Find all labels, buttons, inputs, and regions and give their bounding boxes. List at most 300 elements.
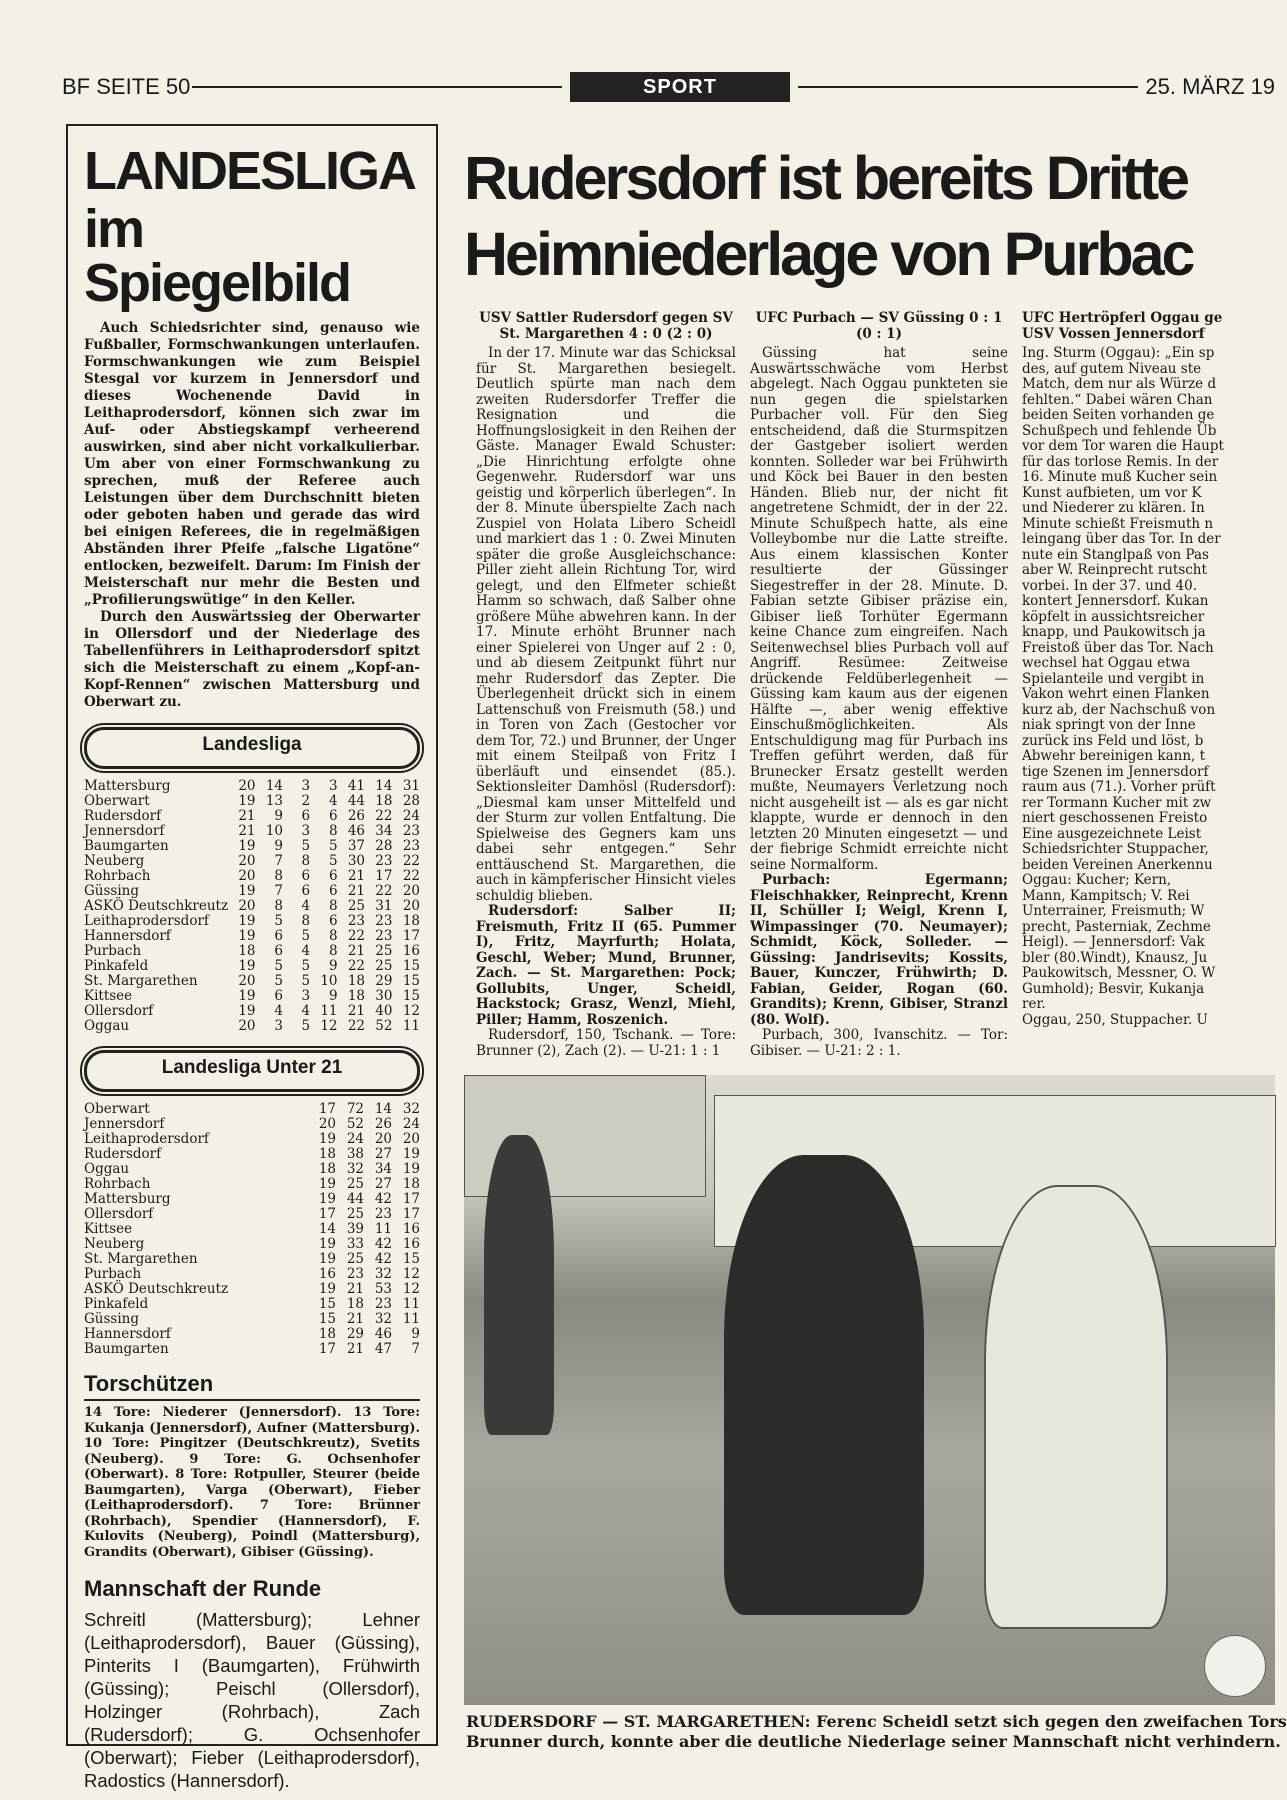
stat-cell: 15	[402, 1251, 420, 1267]
article-line: kontert Jennersdorf. Kukan	[1022, 593, 1209, 609]
match-heading-line2: USV Vossen Jennersdorf	[1022, 326, 1205, 342]
stat-cell: 24	[346, 1131, 364, 1147]
table-row	[84, 1132, 420, 1147]
stat-cell: 10	[320, 973, 338, 989]
stat-cell: 6	[274, 928, 283, 944]
team-name: Oberwart	[84, 793, 150, 809]
article-oggau	[1022, 310, 1275, 1070]
photo-player-left	[484, 1135, 554, 1435]
stat-cell: 22	[375, 883, 393, 899]
stat-cell: 23	[374, 1206, 392, 1222]
table-row	[84, 1327, 420, 1342]
stat-cell: 34	[375, 823, 393, 839]
stat-cell: 10	[265, 823, 283, 839]
match-heading-line1: UFC Hertröpferl Oggau ge	[1022, 310, 1223, 326]
stat-cell: 5	[274, 973, 283, 989]
stat-cell: 20	[402, 898, 420, 914]
stat-cell: 11	[402, 1296, 420, 1312]
stat-cell: 18	[318, 1161, 336, 1177]
page-number: BF SEITE 50	[62, 74, 191, 99]
stat-cell: 9	[328, 988, 338, 1004]
article-line: leingang über das Tor. In der	[1022, 531, 1221, 547]
stat-cell: 4	[301, 943, 311, 959]
article-line: nute ein Stanglpaß von Pas	[1022, 546, 1209, 563]
team-name: Jennersdorf	[84, 823, 165, 839]
stat-cell: 53	[374, 1281, 392, 1297]
headline-line1: Rudersdorf ist bereits Dritte	[464, 144, 1188, 212]
stat-cell: 6	[274, 988, 283, 1004]
stat-cell: 30	[347, 853, 365, 869]
stat-cell: 32	[374, 1311, 392, 1327]
stat-cell: 23	[402, 838, 420, 854]
stat-cell: 6	[328, 868, 338, 884]
stat-cell: 21	[346, 1341, 364, 1357]
stat-cell: 8	[328, 928, 338, 944]
table-row	[84, 1192, 420, 1207]
article-line: Unterrainer, Freismuth; W	[1022, 903, 1205, 919]
u21-standings-table	[84, 1102, 420, 1357]
stat-cell: 32	[346, 1161, 364, 1177]
stat-cell: 12	[402, 1003, 420, 1019]
stat-cell: 38	[346, 1146, 364, 1162]
scorers-list: 14 Tore: Niederer (Jennersdorf). 13 Tore: Kukanja (Jennersdorf), Aufner (Mattersburg). 10 Tore: Pingitzer (Deutschkreutz), Svetits (Neuberg). 9 Tore: G. Ochsenhofer (Oberwart). 8 Tore: Rotpuller, Steurer (beide Baumgarten), Varga (Oberwart), Fieber (Leithaprodersdorf). 7 Tore: Brünner (Rohrbach), Spendier (Hannersdorf), F. Kulovits (Neuberg), Poindl (Mattersburg), Grandits (Oberwart), Gibiser (Güssing).	[84, 1405, 420, 1560]
stat-cell: 24	[402, 1116, 420, 1132]
stat-cell: 17	[318, 1341, 336, 1357]
stat-cell: 3	[301, 988, 311, 1004]
article-line: Mann, Kampitsch; V. Rei	[1022, 887, 1190, 904]
stat-cell: 12	[402, 1266, 420, 1282]
stat-cell: 11	[374, 1221, 392, 1237]
stat-cell: 16	[402, 943, 420, 959]
stat-cell: 5	[301, 973, 311, 989]
article-line: 16. Minute muß Kucher sein	[1022, 469, 1218, 485]
team-name: Baumgarten	[84, 838, 169, 854]
team-of-round-text: Schreitl (Mattersburg); Lehner (Leithaprodersdorf), Bauer (Güssing), Pinterits I (Baumgarten), Frühwirth (Güssing); Peischl (Ollersdorf), Holzinger (Rohrbach), Zach (Rudersdorf); G. Ochsenhofer (Oberwart); Fieber (Leithaprodersdorf), Radostics (Hannersdorf).	[84, 1609, 420, 1791]
stat-cell: 8	[328, 898, 338, 914]
team-name: Hannersdorf	[84, 928, 171, 944]
stat-cell: 8	[301, 913, 311, 929]
article-line: knapp, und Paukowitsch ja	[1022, 624, 1206, 640]
stat-cell: 3	[301, 778, 311, 794]
team-name: Neuberg	[84, 1236, 145, 1252]
table-row	[84, 869, 420, 884]
article-line: Match, dem nur als Würze d	[1022, 376, 1217, 392]
stat-cell: 22	[347, 928, 365, 944]
table-row	[84, 1342, 420, 1357]
stat-cell: 23	[375, 853, 393, 869]
team-name: Kittsee	[84, 988, 133, 1004]
article-line: Minute schießt Freismuth n	[1022, 515, 1214, 532]
stat-cell: 4	[301, 898, 311, 914]
stat-cell: 34	[374, 1161, 392, 1177]
stat-cell: 19	[238, 1003, 256, 1019]
stat-cell: 20	[238, 778, 256, 794]
stat-cell: 9	[328, 958, 338, 974]
table-row	[84, 1102, 420, 1117]
stat-cell: 20	[238, 853, 256, 869]
stat-cell: 46	[374, 1326, 392, 1342]
header-rule-right	[798, 86, 1138, 88]
stat-cell: 17	[318, 1101, 336, 1117]
stat-cell: 23	[402, 823, 420, 839]
table-row	[84, 1162, 420, 1177]
article-paragraph: Güssing hat seine Auswärtsschwäche vom Herbst abgelegt. Nach Oggau punkteten sie nun gegen die spielstarken Purbacher voll. Für den Sieg entscheidend, daß die Sturmspitzen der Gastgeber isoliert werden konnten. Solleder war bei Frühwirth und Köck bei Bauer in den besten Händen. Blieb nur, der nicht fit angetretene Schmidt, der in der 22. Minute Schußpech hatte, als eine Volleybombe nur die Latte streifte. Aus einem klassischen Konter resultierte der Güssinger Siegestreffer in der 28. Minute. D. Fabian setzte Gibiser präzise ein, Gibiser ließ Torhüter Egermann keine Chance zum eingreifen. Nach Seitenwechsel blies Purbach voll auf Angriff. Resümee: Zeitweise drückende Feldüberlegenheit — Güssing kam kaum aus der eigenen Hälfte —, aber wenig effektive Einschußmöglichkeiten. Als Entschuldigung mag für Purbach ins Treffen geführt werden, daß für Brunecker Ersatz gestellt werden mußte, Neumayers Verletzung noch nicht ausgeheilt ist — als es gar nicht klappte, wurde er dennoch in den letzten 20 Minuten eingesetzt — und der fiebrige Schmidt erreichte nicht seine Normalform.	[750, 345, 1008, 873]
table-row	[84, 1267, 420, 1282]
stat-cell: 29	[346, 1326, 364, 1342]
article-line: niak springt von der Inne	[1022, 717, 1196, 733]
stat-cell: 39	[346, 1221, 364, 1237]
stat-cell: 15	[318, 1311, 336, 1327]
stat-cell: 20	[238, 898, 256, 914]
table-row	[84, 929, 420, 944]
stat-cell: 21	[347, 868, 365, 884]
sidebar-intro-paragraph: Durch den Auswärtssieg der Oberwarter in Ollersdorf und der Niederlage des Tabellenführers in Leithaprodersdorf spitzt sich die Meisterschaft zu einem „Kopf-an-Kopf-Rennen“ zwischen Mattersburg und Oberwart zu.	[84, 609, 420, 710]
article-line: Oggau: Kucher; Kern,	[1022, 872, 1172, 888]
stat-cell: 2	[301, 793, 311, 809]
match-facts: Purbach, 300, Ivanschitz. — Tor: Gibiser. — U-21: 2 : 1.	[750, 1027, 1008, 1059]
stat-cell: 32	[374, 1266, 392, 1282]
article-text	[1022, 346, 1275, 1028]
stat-cell: 3	[328, 778, 338, 794]
table-row	[84, 974, 420, 989]
article-line: wechsel hat Oggau etwa	[1022, 655, 1191, 671]
stat-cell: 23	[375, 913, 393, 929]
stat-cell: 19	[238, 883, 256, 899]
team-name: Leithaprodersdorf	[84, 913, 209, 929]
stat-cell: 5	[301, 958, 311, 974]
photo-ball	[1204, 1635, 1266, 1697]
stat-cell: 7	[274, 883, 283, 899]
stat-cell: 15	[402, 973, 420, 989]
stat-cell: 4	[301, 1003, 311, 1019]
stat-cell: 18	[238, 943, 256, 959]
team-name: Rudersdorf	[84, 808, 162, 824]
article-line: Ing. Sturm (Oggau): „Ein sp	[1022, 345, 1215, 361]
article-line: zurück ins Feld und löst, b	[1022, 732, 1204, 749]
stat-cell: 21	[347, 943, 365, 959]
stat-cell: 19	[318, 1236, 336, 1252]
stat-cell: 20	[238, 1018, 256, 1034]
stat-cell: 42	[374, 1191, 392, 1207]
article-line: vor dem Tor waren die Haupt	[1022, 438, 1224, 454]
team-name: Leithaprodersdorf	[84, 1131, 209, 1147]
stat-cell: 18	[346, 1296, 364, 1312]
stat-cell: 19	[238, 988, 256, 1004]
landesliga-sidebar	[66, 124, 438, 1791]
stat-cell: 19	[318, 1131, 336, 1147]
stat-cell: 21	[347, 1003, 365, 1019]
page-header	[62, 72, 1275, 100]
table-row	[84, 1282, 420, 1297]
stat-cell: 8	[274, 898, 283, 914]
stat-cell: 12	[402, 1281, 420, 1297]
article-line: Gumhold); Besvir, Kukanja	[1022, 980, 1205, 997]
stat-cell: 28	[402, 793, 420, 809]
stat-cell: 5	[301, 838, 311, 854]
stat-cell: 18	[402, 1176, 420, 1192]
article-line: köpfelt in aussichtsreicher	[1022, 608, 1205, 625]
table-row	[84, 989, 420, 1004]
table-row	[84, 809, 420, 824]
team-name: Jennersdorf	[84, 1116, 165, 1132]
stat-cell: 33	[346, 1236, 364, 1252]
table-row	[84, 1207, 420, 1222]
stat-cell: 72	[346, 1101, 364, 1117]
table-row	[84, 1117, 420, 1132]
article-line: Paukowitsch, Messner, O. W	[1022, 965, 1216, 981]
table-row	[84, 1312, 420, 1327]
stat-cell: 18	[347, 973, 365, 989]
stat-cell: 19	[238, 913, 256, 929]
stat-cell: 19	[238, 928, 256, 944]
team-name: ASKÖ Deutschkreutz	[84, 1281, 229, 1297]
article-line: precht, Pasterniak, Zechme	[1022, 918, 1211, 935]
stat-cell: 5	[274, 958, 283, 974]
stat-cell: 15	[402, 988, 420, 1004]
article-paragraph: In der 17. Minute war das Schicksal für St. Margarethen besiegelt. Deutlich spürte man nach dem zweiten Rudersdorfer Treffer die Resignation und die Hoffnungslosigkeit in den Reihen der Gäste. Manager Ewald Schuster: „Die Hinrichtung erfolgte ohne Gegenwehr. Rudersdorf war uns geistig und körperlich überlegen“. In der 8. Minute überspielte Zach nach Zuspiel von Holata Libero Scheidl und markiert das 1 : 0. Zwei Minuten später die große Ausgleichschance: Piller zieht allein Richtung Tor, wird gelegt, und den Elfmeter schießt Hamm so schwach, daß Salber ohne größere Mühe abwehren kann. In der 17. Minute erhöht Brunner nach einer Spielerei von Unger auf 2 : 0, und ab diesem Zeitpunkt führt nur mehr Rudersdorf das Zepter. Die Überlegenheit drückt sich in einem Lattenschuß von Freismuth (58.) und in Toren von Zach (Gestocher vor dem Tor, 72.) und Brunner, der Unger mit einem Steilpaß von Fritz I überläuft und einsendet (85.). Sektionsleiter Damhösl (Rudersdorf): „Diesmal kam unser Mittelfeld und der Sturm zur vollen Entfaltung. Die Spielweise des Gegners kam uns dabei sehr entgegen.“ Sehr enttäuschend St. Margarethen, die auch in kämpferischer Hinsicht vieles schuldig blieben.	[476, 345, 736, 904]
sidebar-title-line2: im Spiegelbild	[84, 199, 351, 313]
stat-cell: 11	[320, 1003, 338, 1019]
stat-cell: 19	[318, 1176, 336, 1192]
landesliga-table-title: Landesliga	[84, 727, 420, 769]
team-name: Baumgarten	[84, 1341, 169, 1357]
article-line: Vakon wehrt einen Flanken	[1022, 686, 1210, 702]
stat-cell: 16	[318, 1266, 336, 1282]
headline-line2: Heimniederlage von Purbac	[464, 220, 1193, 288]
stat-cell: 17	[318, 1206, 336, 1222]
stat-cell: 8	[301, 853, 311, 869]
stat-cell: 40	[375, 1003, 393, 1019]
stat-cell: 5	[301, 928, 311, 944]
table-row	[84, 824, 420, 839]
article-line: vorbei. In der 37. und 40.	[1022, 577, 1197, 594]
stat-cell: 6	[301, 808, 311, 824]
stat-cell: 28	[375, 838, 393, 854]
team-name: Güssing	[84, 1311, 139, 1327]
match-heading: USV Sattler Rudersdorf gegen SV St. Margarethen 4 : 0 (2 : 0)	[479, 310, 733, 342]
stat-cell: 19	[238, 958, 256, 974]
stat-cell: 8	[328, 823, 338, 839]
table-row	[84, 779, 420, 794]
team-name: Hannersdorf	[84, 1326, 171, 1342]
article-line: für das torlose Remis. In der	[1022, 453, 1219, 470]
article-line: Schiedsrichter Stuppacher,	[1022, 841, 1209, 857]
match-heading: UFC Purbach — SV Güssing 0 : 1 (0 : 1)	[755, 310, 1003, 342]
table-row	[84, 899, 420, 914]
stat-cell: 31	[375, 898, 393, 914]
team-name: Ollersdorf	[84, 1206, 154, 1222]
table-row	[84, 1237, 420, 1252]
stat-cell: 20	[402, 883, 420, 899]
article-line: Eine ausgezeichnete Leist	[1022, 825, 1202, 842]
stat-cell: 3	[274, 1018, 283, 1034]
stat-cell: 6	[328, 913, 338, 929]
stat-cell: 5	[328, 853, 338, 869]
main-headline	[464, 140, 1275, 292]
table-row	[84, 1004, 420, 1019]
stat-cell: 14	[375, 778, 393, 794]
stat-cell: 16	[402, 1221, 420, 1237]
stat-cell: 21	[238, 823, 256, 839]
stat-cell: 25	[346, 1176, 364, 1192]
team-name: ASKÖ Deutschkreutz	[84, 898, 229, 914]
article-line: rer.	[1022, 996, 1046, 1012]
team-name: Kittsee	[84, 1221, 133, 1237]
stat-cell: 19	[402, 1146, 420, 1162]
table-row	[84, 1147, 420, 1162]
article-rudersdorf	[476, 310, 736, 1070]
stat-cell: 21	[346, 1281, 364, 1297]
article-purbach	[750, 310, 1008, 1070]
stat-cell: 22	[347, 1018, 365, 1034]
photo-player-center	[724, 1155, 924, 1615]
stat-cell: 20	[318, 1116, 336, 1132]
stat-cell: 18	[318, 1326, 336, 1342]
team-name: Pinkafeld	[84, 1296, 149, 1312]
team-of-round-title: Mannschaft der Runde	[84, 1576, 322, 1601]
article-line: Freistoß über das Tor. Nach	[1022, 639, 1214, 656]
stat-cell: 18	[375, 793, 393, 809]
stat-cell: 23	[346, 1266, 364, 1282]
stat-cell: 52	[346, 1116, 364, 1132]
stat-cell: 18	[347, 988, 365, 1004]
table-row	[84, 839, 420, 854]
stat-cell: 3	[301, 823, 311, 839]
header-rule-left	[192, 86, 562, 88]
photo-caption-line2: Brunner durch, konnte aber die deutliche Niederlage seiner Mannschaft nicht verhindern.	[466, 1732, 1281, 1751]
photo-caption-line1: RUDERSDORF — ST. MARGARETHEN: Ferenc Scheidl setzt sich gegen den zweifachen Tors	[466, 1712, 1287, 1731]
article-line: Spielanteile und vergibt in	[1022, 670, 1205, 687]
stat-cell: 17	[402, 928, 420, 944]
stat-cell: 41	[347, 778, 365, 794]
stat-cell: 15	[318, 1296, 336, 1312]
stat-cell: 32	[402, 1101, 420, 1117]
stat-cell: 9	[274, 808, 283, 824]
stat-cell: 47	[374, 1341, 392, 1357]
article-line: Heigl). — Jennersdorf: Vak	[1022, 934, 1205, 950]
stat-cell: 22	[347, 958, 365, 974]
team-name: St. Margarethen	[84, 1251, 198, 1267]
sidebar-intro	[84, 320, 420, 711]
article-line: beiden Vereinen Anerkennu	[1022, 856, 1213, 873]
stat-cell: 19	[238, 793, 256, 809]
table-row	[84, 944, 420, 959]
stat-cell: 52	[375, 1018, 393, 1034]
article-line: Schußpech und fehlende Üb	[1022, 422, 1217, 439]
stat-cell: 44	[347, 793, 365, 809]
stat-cell: 6	[301, 883, 311, 899]
stat-cell: 17	[402, 1191, 420, 1207]
stat-cell: 31	[402, 778, 420, 794]
section-label: SPORT	[570, 72, 790, 102]
stat-cell: 17	[402, 1206, 420, 1222]
stat-cell: 6	[301, 868, 311, 884]
stat-cell: 4	[274, 1003, 283, 1019]
stat-cell: 29	[375, 973, 393, 989]
article-line: Oggau, 250, Stuppacher. U	[1022, 1011, 1208, 1028]
sidebar-intro-paragraph: Auch Schiedsrichter sind, genauso wie Fußballer, Formschwankungen unterlaufen. Formschwankungen wie zum Beispiel Stesgal vor kurzem in Jennersdorf und dieses Wochenende David in Leithaprodersdorf, können sich zwar im Auf- oder Abstiegskampf verheerend auswirken, sind aber nicht vorkalkulierbar. Um aber von einer Formschwankung zu sprechen, muß der Referee auch Leistungen über dem Durchschnitt bieten oder geboten haben und gerade das wird bei einigen Referees, die in regelmäßigen Abständen ihrer Pfeife „falsche Ligatöne“ entlocken, bezweifelt. Darum: Im Finish der Meisterschaft nur mehr die Besten und „Profilierungswütige“ in den Keller.	[84, 320, 420, 608]
stat-cell: 20	[402, 1131, 420, 1147]
stat-cell: 19	[402, 1161, 420, 1177]
stat-cell: 22	[402, 868, 420, 884]
stat-cell: 19	[318, 1251, 336, 1267]
stat-cell: 21	[238, 808, 256, 824]
team-name: Rudersdorf	[84, 1146, 162, 1162]
stat-cell: 24	[402, 808, 420, 824]
team-name: Ollersdorf	[84, 1003, 154, 1019]
table-row	[84, 794, 420, 809]
stat-cell: 7	[274, 853, 283, 869]
stat-cell: 25	[375, 943, 393, 959]
stat-cell: 20	[374, 1131, 392, 1147]
stat-cell: 11	[402, 1018, 420, 1034]
stat-cell: 23	[347, 913, 365, 929]
stat-cell: 21	[346, 1311, 364, 1327]
stat-cell: 25	[375, 958, 393, 974]
u21-table-title: Landesliga Unter 21	[84, 1050, 420, 1092]
team-name: St. Margarethen	[84, 973, 198, 989]
stat-cell: 5	[328, 838, 338, 854]
article-line: des, auf gutem Niveau ste	[1022, 360, 1202, 377]
team-name: Oggau	[84, 1018, 130, 1034]
stat-cell: 6	[328, 808, 338, 824]
stat-cell: 27	[374, 1176, 392, 1192]
stat-cell: 12	[320, 1018, 338, 1034]
team-name: Purbach	[84, 943, 142, 959]
stat-cell: 16	[402, 1236, 420, 1252]
team-name: Purbach	[84, 1266, 142, 1282]
stat-cell: 18	[402, 913, 420, 929]
stat-cell: 9	[411, 1326, 420, 1342]
stat-cell: 25	[346, 1251, 364, 1267]
stat-cell: 14	[318, 1221, 336, 1237]
table-row	[84, 884, 420, 899]
stat-cell: 14	[265, 778, 283, 794]
stat-cell: 17	[375, 868, 393, 884]
table-row	[84, 1019, 420, 1034]
table-row	[84, 959, 420, 974]
stat-cell: 13	[265, 793, 283, 809]
stat-cell: 26	[347, 808, 365, 824]
stat-cell: 23	[374, 1296, 392, 1312]
match-photo	[464, 1075, 1275, 1705]
stat-cell: 19	[318, 1281, 336, 1297]
match-facts: Rudersdorf, 150, Tschank. — Tore: Brunner (2), Zach (2). — U-21: 1 : 1	[476, 1027, 736, 1059]
team-name: Rohrbach	[84, 1176, 151, 1192]
table-row	[84, 1297, 420, 1312]
stat-cell: 15	[402, 958, 420, 974]
stat-cell: 7	[411, 1341, 420, 1357]
stat-cell: 22	[375, 808, 393, 824]
stat-cell: 30	[375, 988, 393, 1004]
article-line: raum aus (71.). Vorher prüft	[1022, 779, 1216, 795]
stat-cell: 25	[347, 898, 365, 914]
stat-cell: 26	[374, 1116, 392, 1132]
table-row	[84, 854, 420, 869]
scorers-title: Torschützen	[84, 1371, 420, 1401]
article-line: rer Tormann Kucher mit zw	[1022, 794, 1212, 811]
stat-cell: 20	[238, 973, 256, 989]
table-row	[84, 1177, 420, 1192]
article-line: kurz ab, der Nachschuß von	[1022, 701, 1216, 718]
stat-cell: 8	[328, 943, 338, 959]
lineup-paragraph: Rudersdorf: Salber II; Freismuth, Fritz II (65. Pummer I), Fritz, Mayrfurth; Holata, Geschl, Weber; Mund, Brunner, Zach. — St. Margarethen: Pock; Gollubits, Unger, Scheidl, Hackstock; Grasz, Wenzl, Miehl, Piller; Hamm, Roszenich.	[476, 903, 736, 1028]
article-line: bler (80.Windt), Knausz, Ju	[1022, 949, 1208, 966]
stat-cell: 6	[328, 883, 338, 899]
sidebar-title-line1: LANDESLIGA	[84, 141, 415, 201]
stat-cell: 4	[328, 793, 338, 809]
article-line: Kunst aufbieten, um vor K	[1022, 484, 1202, 501]
